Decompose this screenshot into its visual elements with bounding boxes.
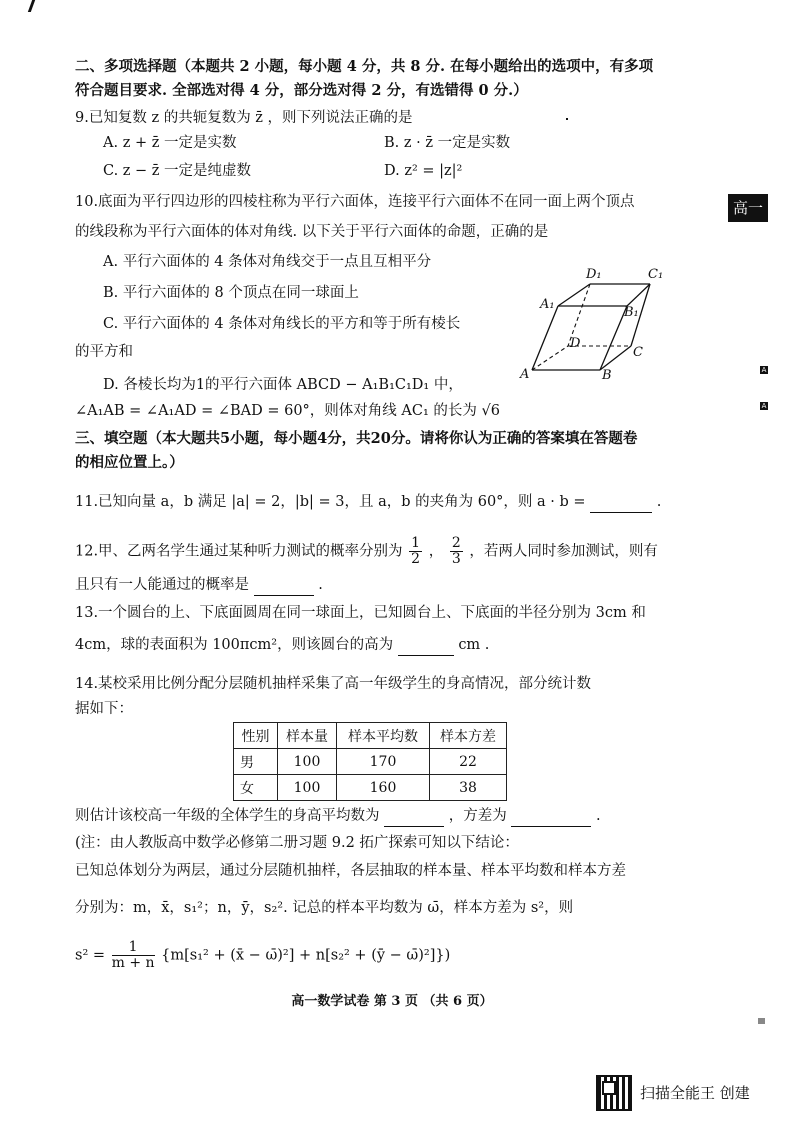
question-stem: 的线段称为平行六面体的体对角线. 以下关于平行六面体的命题，正确的是 xyxy=(75,224,549,240)
table-cell: 38 xyxy=(430,775,507,801)
margin-marker: A xyxy=(761,402,767,410)
vertex-label-b: B xyxy=(602,368,612,382)
corner-mark xyxy=(28,0,35,12)
option-c: C. z − z̄ 一定是纯虚数 xyxy=(103,163,252,179)
vertex-label-d: D xyxy=(570,336,581,351)
edge xyxy=(600,306,627,370)
table-header: 样本方差 xyxy=(430,723,507,749)
table-row xyxy=(234,775,507,801)
question-text: ，方差为 xyxy=(448,808,507,824)
option-d: D. z² = |z|² xyxy=(384,163,463,179)
fraction: $\frac{1}{m + n}$ xyxy=(111,939,155,971)
option-b: B. z · z̄ 一定是实数 xyxy=(384,135,511,151)
edge xyxy=(558,284,590,306)
fraction: $\frac{1}{2}$ xyxy=(411,535,421,567)
option-c-cont: 的平方和 xyxy=(75,344,133,360)
note-text: 已知总体划分为两层，通过分层随机抽样，各层抽取的样本量、样本平均数和样本方差 xyxy=(75,863,626,879)
stats-table xyxy=(233,722,507,801)
vertex-label-d1: D₁ xyxy=(586,267,602,282)
note-text: (注：由人教版高中数学必修第二册习题 9.2 拓广探索可知以下结论： xyxy=(75,835,519,851)
variance-formula xyxy=(75,940,450,971)
question-stem: 13.一个圆台的上、下底面圆周在同一球面上，已知圆台上、下底面的半径分别为 3cm 和 xyxy=(75,605,646,621)
option-a: A. 平行六面体的 4 条体对角线交于一点且互相平分 xyxy=(103,254,432,270)
page-footer: 高一数学试卷 第 3 页 （共 6 页） xyxy=(291,994,493,1009)
table-header: 样本平均数 xyxy=(337,723,430,749)
table-header-row xyxy=(234,723,507,749)
answer-blank[interactable] xyxy=(254,575,314,596)
table-cell: 100 xyxy=(278,749,337,775)
question-stem: 据如下： xyxy=(75,701,133,717)
table-row xyxy=(234,749,507,775)
option-b: B. 平行六面体的 8 个顶点在同一球面上 xyxy=(103,285,359,301)
answer-blank[interactable] xyxy=(384,806,444,827)
table-cell: 170 xyxy=(337,749,430,775)
table-cell: 女 xyxy=(234,775,278,801)
option-a: A. z + z̄ 一定是实数 xyxy=(103,135,237,151)
question-text: ，若两人同时参加测试，则有 xyxy=(469,543,658,560)
vertex-label-c: C xyxy=(633,345,643,360)
table-cell: 100 xyxy=(278,775,337,801)
vertex-label-a1: A₁ xyxy=(540,297,555,312)
qr-code-icon xyxy=(596,1075,632,1111)
scanner-watermark: 扫描全能王 创建 xyxy=(640,1084,750,1102)
vertex-label-b1: B₁ xyxy=(624,305,639,320)
fraction: $\frac{2}{3}$ xyxy=(451,535,461,567)
question-text: 则估计该校高一年级的全体学生的身高平均数为 xyxy=(75,808,380,824)
question-11 xyxy=(75,492,661,513)
note-text: 分别为：m，x̄，s₁²；n，ȳ，s₂². 记总的样本平均数为 ω̄，样本方差为 s²，则 xyxy=(75,900,574,916)
question-stem: 9.已知复数 z 的共轭复数为 z̄ ，则下列说法正确的是 xyxy=(75,110,413,126)
unit: cm . xyxy=(458,637,490,653)
punct: ， xyxy=(428,543,444,560)
section-title: 三、填空题（本大题共5小题，每小题4分，共20分。请将你认为正确的答案填在答题卷 xyxy=(75,430,638,447)
dot-mark xyxy=(566,118,568,120)
option-d-cont: ∠A₁AB = ∠A₁AD = ∠BAD = 60°，则体对角线 AC₁ 的长为 √6 xyxy=(75,403,500,419)
question-12 xyxy=(75,536,658,567)
formula-rhs: {m[s₁² + (x̄ − ω̄)²] + n[s₂² + (ȳ − ω̄)²]}) xyxy=(161,947,451,964)
question-text: 12.甲、乙两名学生通过某种听力测试的概率分别为 xyxy=(75,543,403,560)
section-title: 的相应位置上。） xyxy=(75,454,184,471)
option-c: C. 平行六面体的 4 条体对角线长的平方和等于所有棱长 xyxy=(103,316,461,332)
grade-tab: 高一 xyxy=(728,194,768,222)
question-text: 且只有一人能通过的概率是 xyxy=(75,577,249,593)
table-cell: 22 xyxy=(430,749,507,775)
edge xyxy=(532,306,558,370)
answer-blank[interactable] xyxy=(590,492,652,513)
question-stem: 10.底面为平行四边形的四棱柱称为平行六面体，连接平行六面体不在同一面上两个顶点 xyxy=(75,194,635,210)
formula-lhs: s² = xyxy=(75,947,106,964)
option-d: D. 各棱长均为1的平行六面体 ABCD − A₁B₁C₁D₁ 中， xyxy=(103,377,463,393)
table-cell: 男 xyxy=(234,749,278,775)
parallelepiped-figure xyxy=(510,262,670,382)
scan-mark xyxy=(758,1018,765,1024)
question-stem: 14.某校采用比例分配分层随机抽样采集了高一年级学生的身高情况，部分统计数 xyxy=(75,676,592,692)
question-14-answer xyxy=(75,806,601,827)
table-header: 性别 xyxy=(234,723,278,749)
question-text: 11.已知向量 a，b 满足 |a| = 2，|b| = 3，且 a，b 的夹角为 60°，则 a · b = xyxy=(75,494,586,510)
answer-blank[interactable] xyxy=(398,635,454,656)
question-13-cont xyxy=(75,635,489,656)
section-title: 符合题目要求. 全部选对得 4 分，部分选对得 2 分，有选错得 0 分.） xyxy=(75,82,528,99)
vertex-label-a: A xyxy=(520,367,530,382)
question-12-cont xyxy=(75,575,323,596)
margin-marker: A xyxy=(761,366,767,374)
question-text: 4cm，球的表面积为 100πcm²，则该圆台的高为 xyxy=(75,637,394,653)
punct: . xyxy=(318,577,323,593)
table-cell: 160 xyxy=(337,775,430,801)
section-title: 二、多项选择题（本题共 2 小题，每小题 4 分，共 8 分. 在每小题给出的选项中，有多项 xyxy=(75,58,654,75)
punct: . xyxy=(656,494,662,510)
vertex-label-c1: C₁ xyxy=(648,267,664,282)
answer-blank[interactable] xyxy=(511,806,591,827)
punct: . xyxy=(595,808,601,824)
table-header: 样本量 xyxy=(278,723,337,749)
